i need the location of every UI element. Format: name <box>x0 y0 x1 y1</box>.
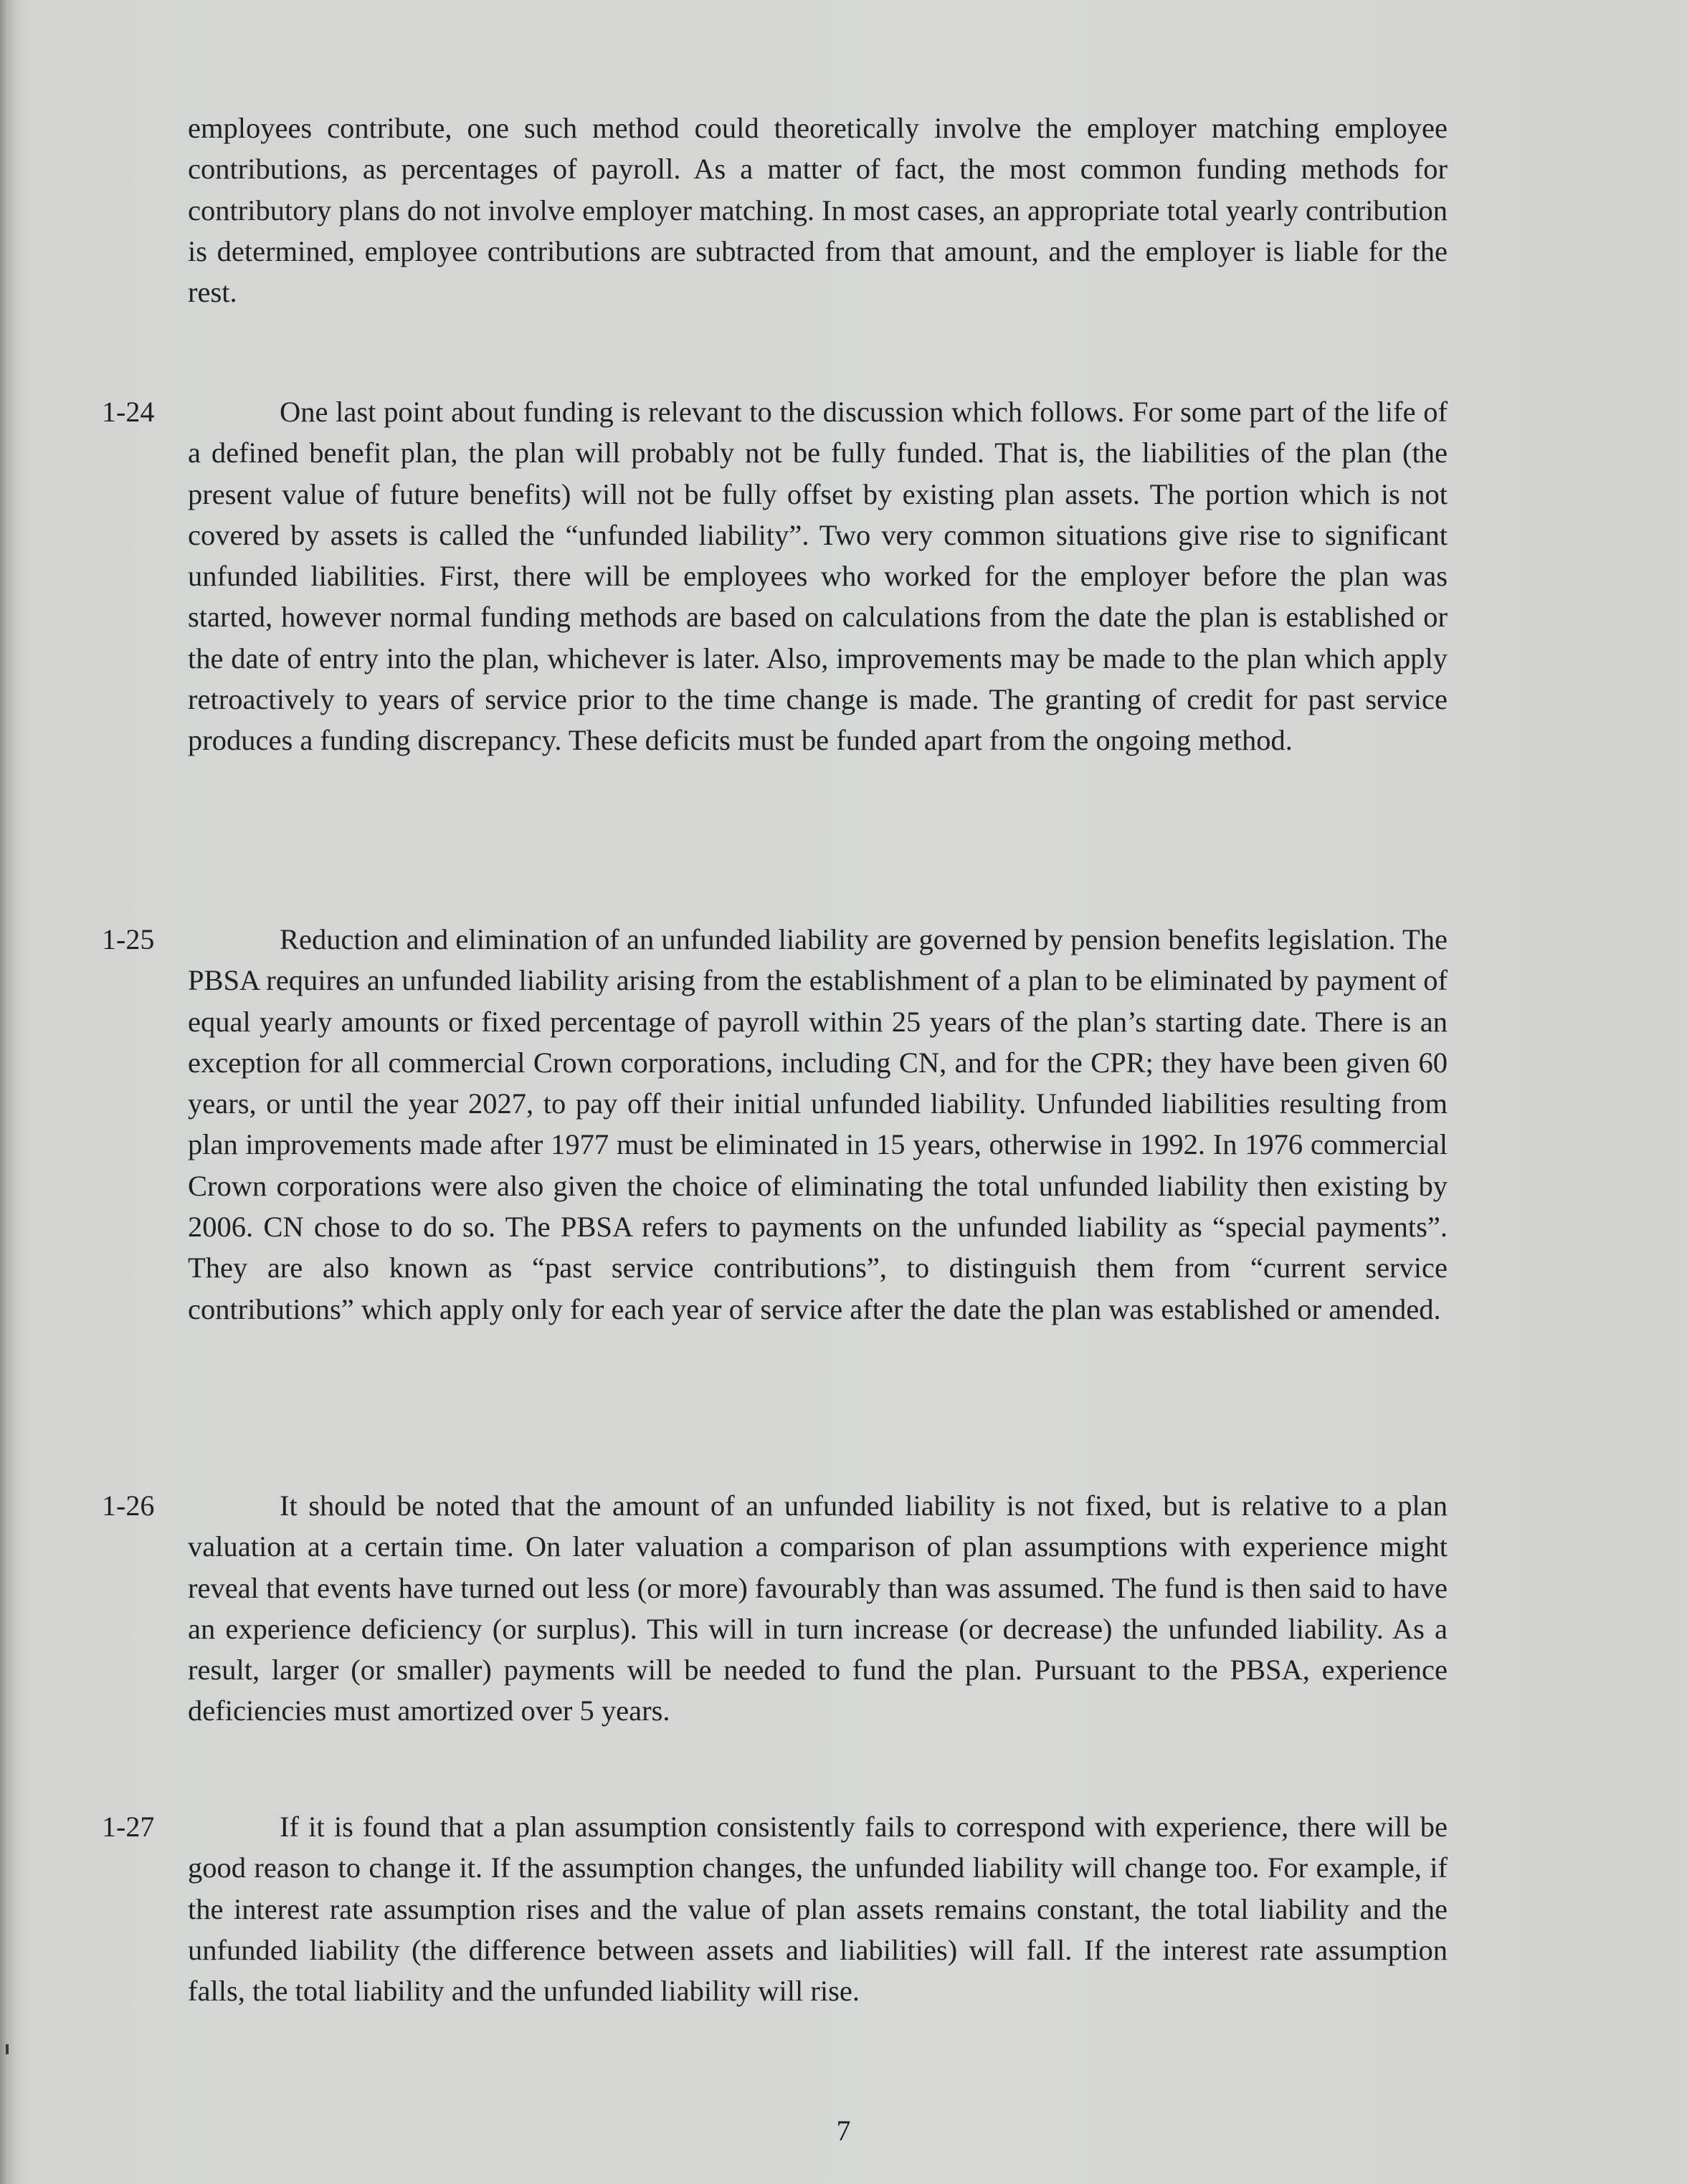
paragraph-text: It should be noted that the amount of an unfunded liability is not fixed, but is relative to a plan valuation at a certain time. On later valuation a comparison of plan assumptions with experience might reveal that events have turned out less (or more) favourably than was assumed. The fund is then said to have an experience deficiency (or surplus). This will in turn increase (or decrease) the unfunded liability. As a result, larger (or smaller) payments will be needed to fund the plan. Pursuant to the PBSA, experience deficiencies must amortized over 5 years. <box>188 1489 1448 1727</box>
paragraph-number: 1-25 <box>102 923 155 955</box>
binding-mark <box>6 2044 9 2054</box>
paragraph-text: employees contribute, one such method could theoretically involve the employer matching employee contributions, as percentages of payroll. As a matter of fact, the most common funding methods for contributory plans do not involve employer matching. In most cases, an appropriate total yearly contribution is determined, employee contributions are subtracted from that amount, and the employer is liable for the rest. <box>188 112 1448 309</box>
paragraph-number: 1-26 <box>102 1489 155 1522</box>
paragraph-number: 1-27 <box>102 1811 155 1843</box>
page-number: 7 <box>836 2114 851 2147</box>
paragraph-text: If it is found that a plan assumption consistently fails to correspond with experience, there will be good reason to change it. If the assumption changes, the unfunded liability will change too. For example, if the interest rate assumption rises and the value of plan assets remains constant, the total liability and the unfunded liability (the difference between assets and liabilities) will fall. If the interest rate assumption falls, the total liability and the unfunded liability will rise. <box>188 1811 1448 2008</box>
paragraph-number: 1-24 <box>102 396 155 428</box>
binding-edge <box>0 0 16 2184</box>
paragraph-text: Reduction and elimination of an unfunded liability are governed by pension benefits legislation. The PBSA requires an unfunded liability arising from the establishment of a plan to be eliminated by payment of equal yearly amounts or fixed percentage of payroll within 25 years of the plan’s starting date. There is an exception for all commercial Crown corporations, including CN, and for the CPR; they have been given 60 years, or until the year 2027, to pay off their initial unfunded liability. Unfunded liabilities resulting from plan improvements made after 1977 must be eliminated in 15 years, otherwise in 1992. In 1976 commercial Crown corporations were also given the choice of eliminating the total unfunded liability then existing by 2006. CN chose to do so. The PBSA refers to payments on the unfunded liability as “special payments”. They are also known as “past service contributions”, to distinguish them from “current service contributions” which apply only for each year of service after the date the plan was established or amended. <box>188 923 1448 1325</box>
paragraph-text: One last point about funding is relevant to the discussion which follows. For some part of the life of a defined benefit plan, the plan will probably not be fully funded. That is, the liabilities of the plan (the present value of future benefits) will not be fully offset by existing plan assets. The portion which is not covered by assets is called the “unfunded liability”. Two very common situations give rise to significant unfunded liabilities. First, there will be employees who worked for the employer before the plan was started, however normal funding methods are based on calculations from the date the plan is established or the date of entry into the plan, whichever is later. Also, improvements may be made to the plan which apply retroactively to years of service prior to the time change is made. The granting of credit for past service produces a funding discrepancy. These deficits must be funded apart from the ongoing method. <box>188 396 1448 757</box>
